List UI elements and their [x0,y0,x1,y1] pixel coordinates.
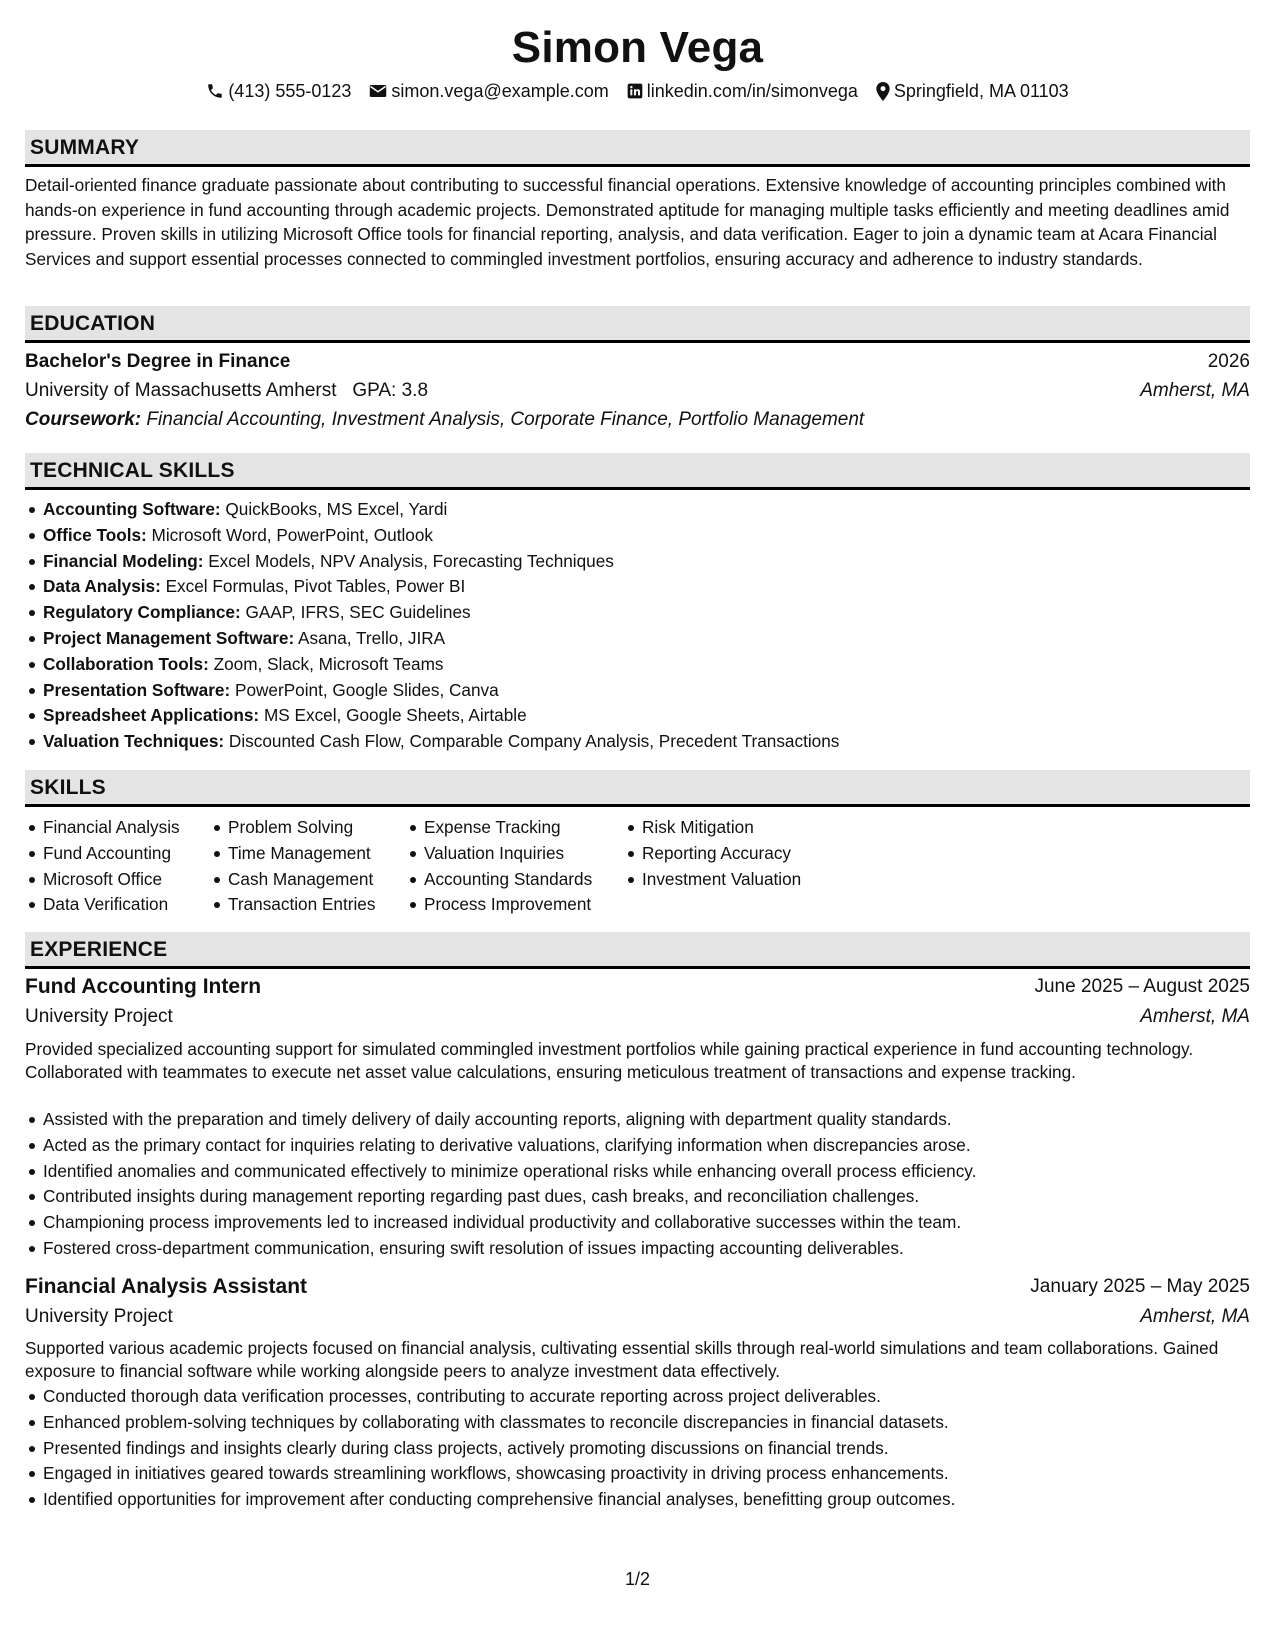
job-title-row [25,1273,1250,1301]
list-item: Time Management [210,841,375,867]
list-item: Enhanced problem-solving techniques by collaborating with classmates to reconcile discrepancies in financial datasets. [25,1410,1250,1436]
technical-skills-list [25,497,1250,755]
list-item: Data Analysis: Excel Formulas, Pivot Tables, Power BI [25,574,1250,600]
list-item: Risk Mitigation [624,815,801,841]
job-dates: June 2025 – August 2025 [1034,976,1250,997]
job-location: Amherst, MA [1140,1306,1250,1327]
list-item: Fund Accounting [25,841,180,867]
list-item: Accounting Software: QuickBooks, MS Excel, Yardi [25,497,1250,523]
list-item: Collaboration Tools: Zoom, Slack, Microsoft Teams [25,652,1250,678]
list-item: Conducted thorough data verification processes, contributing to accurate reporting across project deliverables. [25,1384,1250,1410]
list-item: Regulatory Compliance: GAAP, IFRS, SEC Guidelines [25,600,1250,626]
job-description: Provided specialized accounting support for simulated commingled investment portfolios while gaining practical experience in fund accounting technology. Collaborated with teammates to execute net asset value calculations, ensuring meticulous treatment of transactions and expense tracking. [25,1039,1194,1082]
list-item: Accounting Standards [406,867,592,893]
coursework-list: Financial Accounting, Investment Analysis, Corporate Finance, Portfolio Management [146,409,865,430]
section-title: SUMMARY [30,136,140,159]
phone-text: (413) 555-0123 [228,81,352,101]
contact-bar [0,80,1275,102]
education-school-row [25,377,1250,405]
skills-column [406,815,592,918]
job-title: Fund Accounting Intern [25,975,262,998]
section-title: EXPERIENCE [30,938,168,961]
graduation-year: 2026 [1207,351,1250,372]
list-item: Financial Analysis [25,815,180,841]
job-title-row [25,973,1250,1001]
list-item: Contributed insights during management reporting regarding past dues, cash breaks, and reconciliation challenges. [25,1184,1250,1210]
list-item: Microsoft Office [25,867,180,893]
list-item: Championing process improvements led to increased individual productivity and collaborative successes within the team. [25,1210,1250,1236]
list-item: Expense Tracking [406,815,592,841]
experience-section-header [25,932,1250,969]
section-title: SKILLS [30,776,106,799]
list-item: Office Tools: Microsoft Word, PowerPoint, Outlook [25,523,1250,549]
school-location: Amherst, MA [1140,380,1250,401]
job-dates: January 2025 – May 2025 [1030,1276,1250,1297]
list-item: Problem Solving [210,815,375,841]
skills-column [210,815,375,918]
list-item: Valuation Inquiries [406,841,592,867]
linkedin-link[interactable]: linkedin.com/in/simonvega [646,81,858,101]
list-item: Reporting Accuracy [624,841,801,867]
skills-column [25,815,180,918]
job-org-row [25,1003,1250,1031]
list-item: Acted as the primary contact for inquiries relating to derivative valuations, clarifying information when discrepancies arose. [25,1133,1250,1159]
list-item: Fostered cross-department communication, ensuring swift resolution of issues impacting accounting deliverables. [25,1236,1250,1262]
list-item: Assisted with the preparation and timely delivery of daily accounting reports, aligning with department quality standards. [25,1107,1250,1133]
list-item: Project Management Software: Asana, Trello, JIRA [25,626,1250,652]
section-title: TECHNICAL SKILLS [30,459,235,482]
contact-phone [206,80,351,102]
email-link[interactable]: simon.vega@example.com [391,81,609,101]
technical-skills-section-header [25,453,1250,490]
envelope-icon [369,83,387,99]
school-name: University of Massachusetts Amherst [25,380,337,401]
linkedin-icon [627,83,643,99]
list-item: Presented findings and insights clearly during class projects, actively promoting discussions on financial trends. [25,1436,1250,1462]
job-bullets [25,1107,1250,1262]
coursework [25,406,864,434]
job-description: Supported various academic projects focused on financial analysis, cultivating essential skills through real-world simulations and team collaborations. Gained exposure to financial software while working alongside peers to analyze investment data effectively. [25,1338,1219,1381]
gpa: GPA: 3.8 [352,380,429,401]
candidate-name: Simon Vega [511,23,764,72]
list-item: Financial Modeling: Excel Models, NPV Analysis, Forecasting Techniques [25,549,1250,575]
contact-location [876,80,1069,102]
contact-email[interactable] [369,80,608,102]
list-item: Investment Valuation [624,867,801,893]
school-info [25,377,428,405]
job-bullets [25,1384,1250,1513]
summary-text: Detail-oriented finance graduate passionate about contributing to successful financial operations. Extensive knowledge of accounting principles combined with hands-on experience in fund accounting through academic projects. Demonstrated aptitude for managing multiple tasks efficiently and meeting deadlines amid pressure. Proven skills in utilizing Microsoft Office tools for financial reporting, analysis, and data verification. Eager to join a dynamic team at Acara Financial Services and support essential processes connected to commingled investment portfolios, ensuring accuracy and adherence to industry standards. [25,175,1230,269]
degree-name: Bachelor's Degree in Finance [25,351,291,372]
education-degree-row [25,348,1250,376]
location-text: Springfield, MA 01103 [893,81,1069,101]
list-item: Data Verification [25,892,180,918]
coursework-row [25,406,1250,434]
job-organization: University Project [25,1306,173,1327]
summary-section-header [25,130,1250,167]
page-number: 1/2 [624,1569,651,1589]
list-item: Cash Management [210,867,375,893]
skills-column [624,815,801,892]
list-item: Process Improvement [406,892,592,918]
list-item: Valuation Techniques: Discounted Cash Flow, Comparable Company Analysis, Precedent Transactions [25,729,1250,755]
list-item: Spreadsheet Applications: MS Excel, Google Sheets, Airtable [25,703,1250,729]
job-organization: University Project [25,1006,173,1027]
job-location: Amherst, MA [1140,1006,1250,1027]
list-item: Presentation Software: PowerPoint, Google Slides, Canva [25,678,1250,704]
list-item: Identified anomalies and communicated effectively to minimize operational risks while enhancing overall process efficiency. [25,1159,1250,1185]
list-item: Identified opportunities for improvement after conducting comprehensive financial analyses, benefitting group outcomes. [25,1487,1250,1513]
coursework-label: Coursework: [25,409,142,430]
map-pin-icon [876,82,890,101]
phone-icon [206,82,224,100]
skills-section-header [25,770,1250,807]
list-item: Transaction Entries [210,892,375,918]
job-org-row [25,1303,1250,1331]
contact-linkedin[interactable] [627,80,858,102]
list-item: Engaged in initiatives geared towards streamlining workflows, showcasing proactivity in driving process enhancements. [25,1461,1250,1487]
section-title: EDUCATION [30,312,156,335]
job-title: Financial Analysis Assistant [25,1275,308,1298]
education-section-header [25,306,1250,343]
